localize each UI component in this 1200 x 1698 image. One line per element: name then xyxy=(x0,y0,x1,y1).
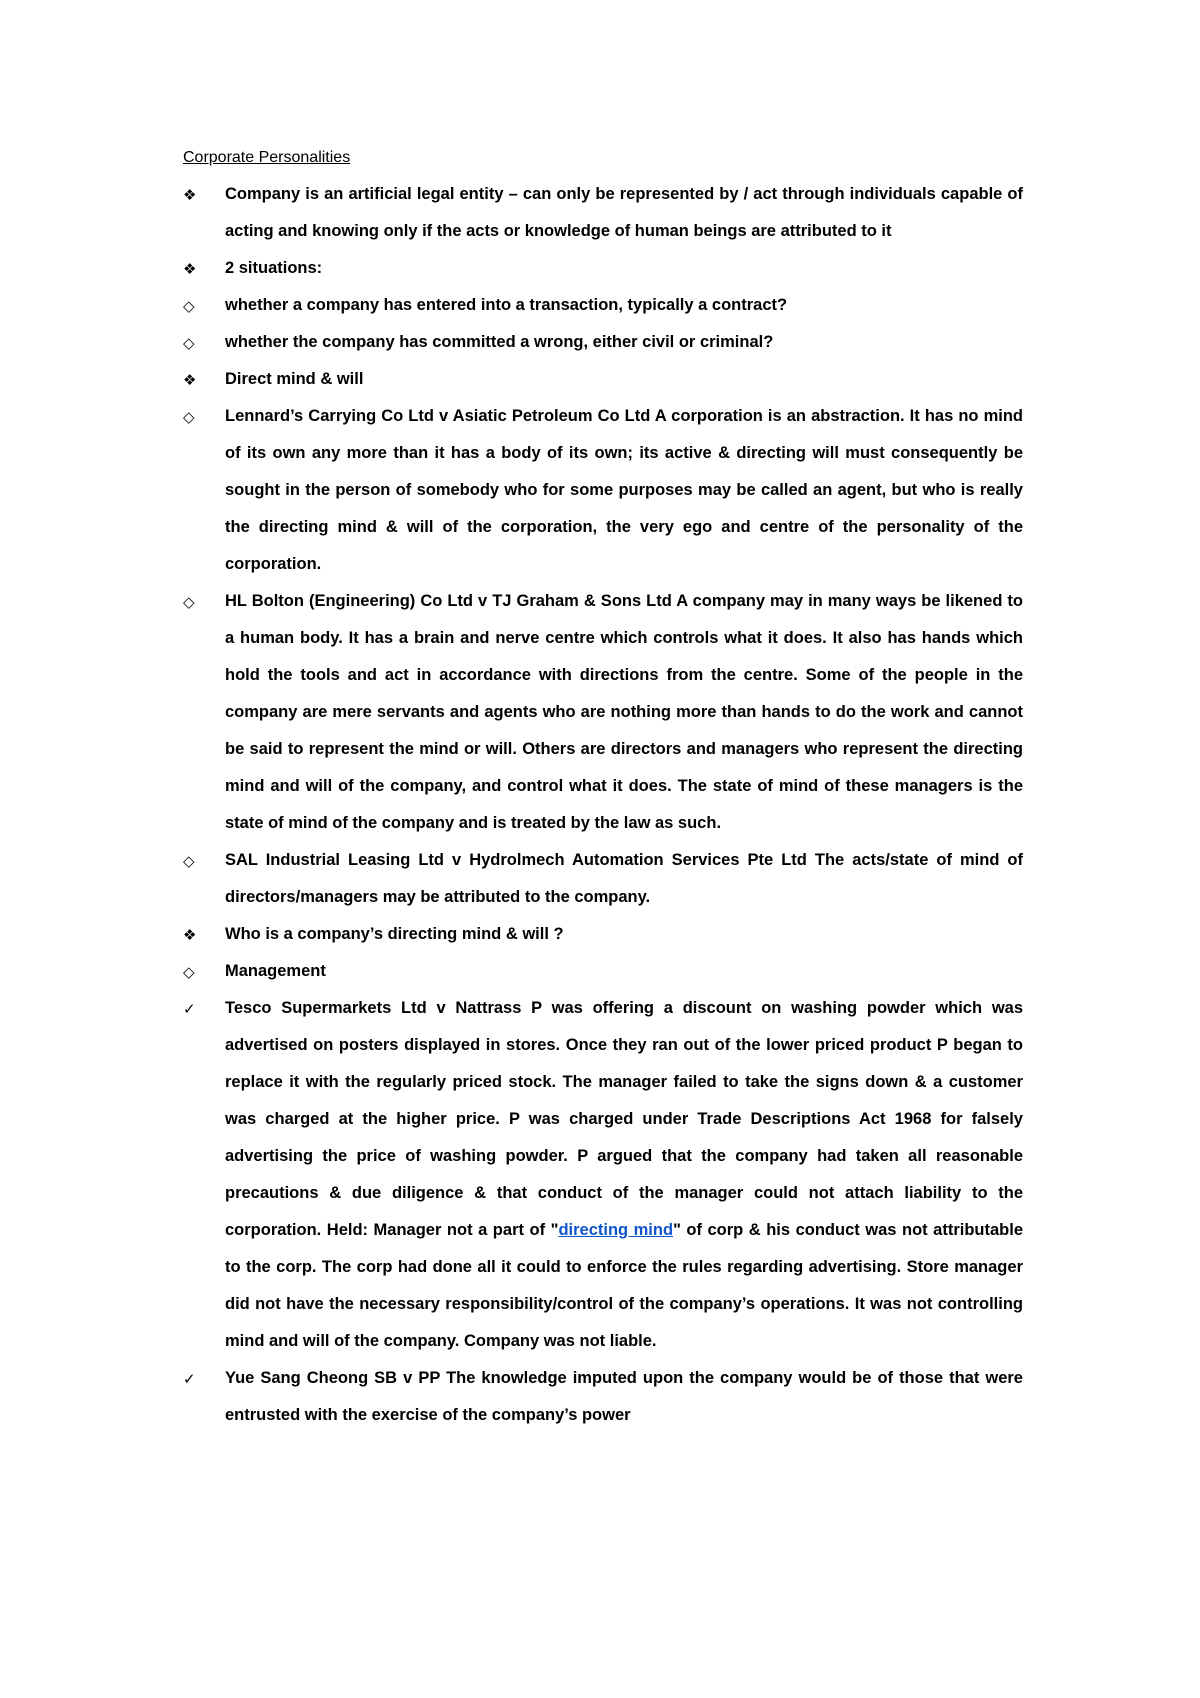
case-name: SAL Industrial Leasing Ltd v Hydrolmech Automation Services Pte Ltd xyxy=(225,851,807,869)
open-diamond-bullet-icon: ◇ xyxy=(183,408,195,426)
list-item xyxy=(183,250,1023,287)
list-item xyxy=(183,361,1023,398)
case-name: Lennard’s Carrying Co Ltd v Asiatic Petroleum Co Ltd xyxy=(225,407,651,425)
directing-mind-link[interactable]: directing mind xyxy=(558,1221,674,1239)
diamond-star-bullet-icon: ❖ xyxy=(183,371,197,389)
sub-item-text: Management xyxy=(225,962,326,980)
sub-list xyxy=(183,398,1023,916)
sub-list-item xyxy=(183,398,1023,583)
open-diamond-bullet-icon: ◇ xyxy=(183,852,195,870)
sub-sub-list-item xyxy=(183,990,1023,1360)
sub-list-item xyxy=(183,953,1023,990)
sub-list-item xyxy=(183,842,1023,916)
case-name: HL Bolton (Engineering) Co Ltd v TJ Graham & Sons Ltd xyxy=(225,592,672,610)
case-description: A corporation is an abstraction. It has no mind of its own any more than it has a body of its own; its active & directing will must consequently be sought in the person of somebody who for some purposes may be called an agent, but who is really the directing mind & will of the corporation, the very ego and centre of the personality of the corporation. xyxy=(225,407,1023,573)
top-level-list xyxy=(183,176,1023,1434)
checkmark-bullet-icon: ✓ xyxy=(183,1370,196,1388)
case-description: The acts/state of mind of directors/managers may be attributed to the company. xyxy=(225,851,1023,906)
sub-item-text xyxy=(225,842,1023,916)
sub-item-text xyxy=(225,583,1023,842)
diamond-star-bullet-icon: ❖ xyxy=(183,186,197,204)
diamond-star-bullet-icon: ❖ xyxy=(183,926,197,944)
document-body xyxy=(183,176,1023,1434)
sub-sub-list-item xyxy=(183,1360,1023,1434)
sub-sub-item-text xyxy=(225,1360,1023,1434)
sub-list-item xyxy=(183,583,1023,842)
diamond-star-bullet-icon: ❖ xyxy=(183,260,197,278)
case-name: Tesco Supermarkets Ltd v Nattrass xyxy=(225,999,522,1017)
list-item xyxy=(183,176,1023,250)
list-item-text: Company is an artificial legal entity – can only be represented by / act through individuals capable of acting and knowing only if the acts or knowledge of human beings are attributed to it xyxy=(225,185,1023,240)
sub-list xyxy=(183,953,1023,990)
open-diamond-bullet-icon: ◇ xyxy=(183,297,195,315)
sub-item-text: whether the company has committed a wrong, either civil or criminal? xyxy=(225,333,774,351)
sub-list xyxy=(183,287,1023,361)
page-title: Corporate Personalities xyxy=(183,149,351,166)
case-description: The knowledge imputed upon the company would be of those that were entrusted with the exercise of the company’s power xyxy=(225,1369,1023,1424)
open-diamond-bullet-icon: ◇ xyxy=(183,593,195,611)
list-item-text: Who is a company’s directing mind & will ? xyxy=(225,925,564,943)
open-diamond-bullet-icon: ◇ xyxy=(183,334,195,352)
checkmark-bullet-icon: ✓ xyxy=(183,1000,196,1018)
case-description: A company may in many ways be likened to a human body. It has a brain and nerve centre which controls what it does. It also has hands which hold the tools and act in accordance with directions from the centre. Some of the people in the company are mere servants and agents who are nothing more than hands to do the work and cannot be said to represent the mind or will. Others are directors and managers who represent the directing mind and will of the company, and control what it does. The state of mind of these managers is the state of mind of the company and is treated by the law as such. xyxy=(225,592,1023,832)
case-description: P was offering a discount on washing powder which was advertised on posters displayed in stores. Once they ran out of the lower priced product P began to replace it with the regularly priced stock. The manager failed to take the signs down & a customer was charged at the higher price. P was charged under Trade Descriptions Act 1968 for falsely advertising the price of washing powder. P argued that the company had taken all reasonable precautions & due diligence & that conduct of the manager could not attach liability to the corporation. Held: Manager not a part of " xyxy=(225,999,1024,1239)
sub-sub-list xyxy=(183,990,1023,1434)
sub-item-text: whether a company has entered into a transaction, typically a contract? xyxy=(225,296,788,314)
sub-list-item xyxy=(183,324,1023,361)
sub-sub-item-text xyxy=(225,990,1023,1360)
list-item xyxy=(183,916,1023,953)
case-name: Yue Sang Cheong SB v PP xyxy=(225,1369,441,1387)
list-item-text: 2 situations: xyxy=(225,259,323,277)
list-item-text: Direct mind & will xyxy=(225,370,364,388)
sub-list-item xyxy=(183,287,1023,324)
open-diamond-bullet-icon: ◇ xyxy=(183,963,195,981)
case-description-continued: " of corp & his conduct was not attributable to the corp. The corp had done all it could to enforce the rules regarding advertising. Store manager did not have the necessary responsibility/control of the company’s operations. It was not controlling mind and will of the company. Company was not liable. xyxy=(225,1221,1024,1350)
sub-item-text xyxy=(225,398,1023,583)
